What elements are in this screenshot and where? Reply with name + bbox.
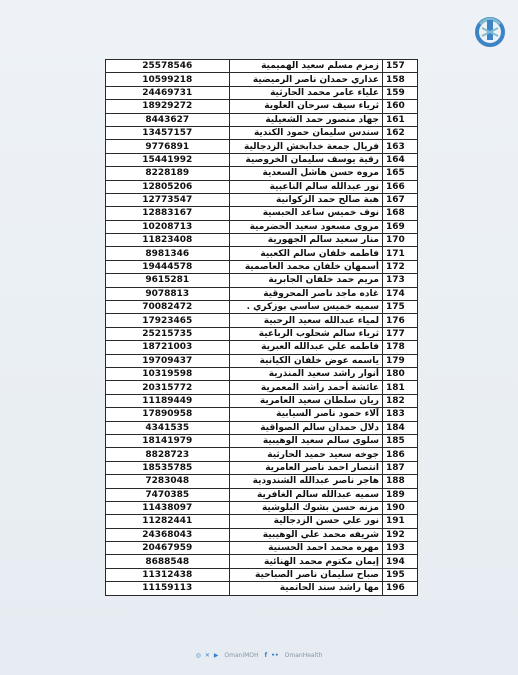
phone-cell: 24368043 bbox=[106, 528, 230, 541]
name-cell: هبة صالح حمد الزكوانية bbox=[229, 193, 382, 206]
table-row bbox=[106, 568, 418, 581]
table-row bbox=[106, 234, 418, 247]
phone-cell: 9776891 bbox=[106, 140, 230, 153]
phone-cell: 17890958 bbox=[106, 408, 230, 421]
table-row bbox=[106, 555, 418, 568]
phone-cell: 11159113 bbox=[106, 582, 230, 595]
row-number-cell: 157 bbox=[382, 60, 417, 73]
table-row bbox=[106, 287, 418, 300]
table-row bbox=[106, 394, 418, 407]
name-cell: مريم حمد خلفان الجابرية bbox=[229, 274, 382, 287]
phone-cell: 8981346 bbox=[106, 247, 230, 260]
name-cell: جهاد منصور حمد الشعيلية bbox=[229, 113, 382, 126]
table-row bbox=[106, 260, 418, 273]
phone-cell: 18141979 bbox=[106, 434, 230, 447]
phone-cell: 11438097 bbox=[106, 501, 230, 514]
row-number-cell: 189 bbox=[382, 488, 417, 501]
name-cell: عذاري حمدان ناصر الرميضية bbox=[229, 73, 382, 86]
row-number-cell: 196 bbox=[382, 582, 417, 595]
phone-cell: 70082472 bbox=[106, 301, 230, 314]
name-cell: دلال حمدان سالم الصواقية bbox=[229, 421, 382, 434]
name-cell: سندس سليمان حمود الكندية bbox=[229, 126, 382, 139]
row-number-cell: 191 bbox=[382, 515, 417, 528]
table-row bbox=[106, 528, 418, 541]
name-cell: مها راشد سند الحاتمية bbox=[229, 582, 382, 595]
roster-table bbox=[105, 59, 418, 596]
row-number-cell: 194 bbox=[382, 555, 417, 568]
table-row bbox=[106, 475, 418, 488]
name-cell: فاطمه خلفان سالم الكعبية bbox=[229, 247, 382, 260]
name-cell: علياء عامر محمد الحارثية bbox=[229, 86, 382, 99]
name-cell: سميه عبدالله سالم الغافرية bbox=[229, 488, 382, 501]
name-cell: صباح سليمان ناصر الصباحية bbox=[229, 568, 382, 581]
table-row bbox=[106, 421, 418, 434]
name-cell: ريان سلطان سعيد العامرية bbox=[229, 394, 382, 407]
footer-handle-moh: OmaniMOH bbox=[224, 652, 259, 659]
table-row bbox=[106, 180, 418, 193]
row-number-cell: 172 bbox=[382, 260, 417, 273]
row-number-cell: 168 bbox=[382, 207, 417, 220]
phone-cell: 15441992 bbox=[106, 153, 230, 166]
row-number-cell: 165 bbox=[382, 167, 417, 180]
facebook-icon[interactable]: f bbox=[264, 652, 268, 659]
table-row bbox=[106, 247, 418, 260]
table-row bbox=[106, 220, 418, 233]
roster-body bbox=[106, 60, 418, 596]
name-cell: منار سعيد سالم الجهورية bbox=[229, 234, 382, 247]
phone-cell: 8228189 bbox=[106, 167, 230, 180]
name-cell: ياسمه عوض خلفان الكيانية bbox=[229, 354, 382, 367]
phone-cell: 18929272 bbox=[106, 100, 230, 113]
phone-cell: 12773547 bbox=[106, 193, 230, 206]
row-number-cell: 186 bbox=[382, 448, 417, 461]
table-row bbox=[106, 207, 418, 220]
phone-cell: 13457157 bbox=[106, 126, 230, 139]
name-cell: إيمان مكتوم محمد الهنائية bbox=[229, 555, 382, 568]
name-cell: مزنه حسن بشوك البلوشية bbox=[229, 501, 382, 514]
phone-cell: 17923465 bbox=[106, 314, 230, 327]
phone-cell: 19709437 bbox=[106, 354, 230, 367]
phone-cell: 11823408 bbox=[106, 234, 230, 247]
phone-cell: 11312438 bbox=[106, 568, 230, 581]
table-row bbox=[106, 488, 418, 501]
phone-cell: 20467959 bbox=[106, 542, 230, 555]
phone-cell: 4341535 bbox=[106, 421, 230, 434]
name-cell: انتصار احمد ناصر العامرية bbox=[229, 461, 382, 474]
row-number-cell: 175 bbox=[382, 301, 417, 314]
name-cell: أنوار راشد سعيد المنذرية bbox=[229, 367, 382, 380]
table-row bbox=[106, 274, 418, 287]
name-cell: ثرياء سالم شحلوب الرباعية bbox=[229, 327, 382, 340]
row-number-cell: 174 bbox=[382, 287, 417, 300]
phone-cell: 10208713 bbox=[106, 220, 230, 233]
row-number-cell: 163 bbox=[382, 140, 417, 153]
phone-cell: 12883167 bbox=[106, 207, 230, 220]
phone-cell: 19444578 bbox=[106, 260, 230, 273]
name-cell: سلوى سالم سعيد الوهيبية bbox=[229, 434, 382, 447]
row-number-cell: 160 bbox=[382, 100, 417, 113]
phone-cell: 7470385 bbox=[106, 488, 230, 501]
phone-cell: 9078813 bbox=[106, 287, 230, 300]
row-number-cell: 171 bbox=[382, 247, 417, 260]
name-cell: جوخه سعيد حميد الحارثية bbox=[229, 448, 382, 461]
table-row bbox=[106, 301, 418, 314]
row-number-cell: 158 bbox=[382, 73, 417, 86]
table-row bbox=[106, 461, 418, 474]
row-number-cell: 187 bbox=[382, 461, 417, 474]
row-number-cell: 193 bbox=[382, 542, 417, 555]
table-row bbox=[106, 341, 418, 354]
table-row bbox=[106, 86, 418, 99]
row-number-cell: 190 bbox=[382, 501, 417, 514]
table-row bbox=[106, 100, 418, 113]
row-number-cell: 159 bbox=[382, 86, 417, 99]
row-number-cell: 166 bbox=[382, 180, 417, 193]
row-number-cell: 167 bbox=[382, 193, 417, 206]
table-row bbox=[106, 60, 418, 73]
table-row bbox=[106, 434, 418, 447]
youtube-icon[interactable]: ▶ bbox=[213, 652, 219, 659]
row-number-cell: 178 bbox=[382, 341, 417, 354]
row-number-cell: 162 bbox=[382, 126, 417, 139]
footer bbox=[0, 652, 518, 659]
name-cell: فريال جمعة خدابخش الزدجالية bbox=[229, 140, 382, 153]
table-row bbox=[106, 193, 418, 206]
row-number-cell: 161 bbox=[382, 113, 417, 126]
phone-cell: 8688548 bbox=[106, 555, 230, 568]
phone-cell: 12805206 bbox=[106, 180, 230, 193]
name-cell: مروه حسن هاشل السعدية bbox=[229, 167, 382, 180]
x-icon[interactable]: ✕ bbox=[204, 652, 210, 659]
phone-cell: 18535785 bbox=[106, 461, 230, 474]
row-number-cell: 180 bbox=[382, 367, 417, 380]
phone-cell: 9615281 bbox=[106, 274, 230, 287]
name-cell: غاده ماجد ناصر المحروقية bbox=[229, 287, 382, 300]
row-number-cell: 173 bbox=[382, 274, 417, 287]
row-number-cell: 184 bbox=[382, 421, 417, 434]
phone-cell: 11189449 bbox=[106, 394, 230, 407]
table-row bbox=[106, 167, 418, 180]
table-row bbox=[106, 542, 418, 555]
phone-cell: 25578546 bbox=[106, 60, 230, 73]
row-number-cell: 185 bbox=[382, 434, 417, 447]
name-cell: مروى مسعود سعيد الحضرمية bbox=[229, 220, 382, 233]
name-cell: آلاء حمود ناصر السيابية bbox=[229, 408, 382, 421]
phone-cell: 20315772 bbox=[106, 381, 230, 394]
name-cell: أسمهان خلفان محمد العاصمية bbox=[229, 260, 382, 273]
phone-cell: 25215735 bbox=[106, 327, 230, 340]
table-row bbox=[106, 354, 418, 367]
table-row bbox=[106, 381, 418, 394]
table-row bbox=[106, 126, 418, 139]
table-row bbox=[106, 515, 418, 528]
name-cell: نور عبدالله سالم الناعبية bbox=[229, 180, 382, 193]
name-cell: سميه خميس ساسي بوزكري . bbox=[229, 301, 382, 314]
name-cell: عائشة أحمد راشد المعمرية bbox=[229, 381, 382, 394]
phone-cell: 8443627 bbox=[106, 113, 230, 126]
phone-cell: 11282441 bbox=[106, 515, 230, 528]
row-number-cell: 192 bbox=[382, 528, 417, 541]
phone-cell: 10599218 bbox=[106, 73, 230, 86]
ministry-logo-icon bbox=[472, 10, 508, 50]
name-cell: نوف خميس ساعد الحبسية bbox=[229, 207, 382, 220]
table-row bbox=[106, 73, 418, 86]
table-row bbox=[106, 140, 418, 153]
row-number-cell: 195 bbox=[382, 568, 417, 581]
name-cell: زمزم مسلم سعيد الهميمية bbox=[229, 60, 382, 73]
phone-cell: 8828723 bbox=[106, 448, 230, 461]
table-row bbox=[106, 501, 418, 514]
row-number-cell: 169 bbox=[382, 220, 417, 233]
row-number-cell: 183 bbox=[382, 408, 417, 421]
table-row bbox=[106, 367, 418, 380]
name-cell: رقية يوسف سليمان الخروصية bbox=[229, 153, 382, 166]
phone-cell: 18721003 bbox=[106, 341, 230, 354]
row-number-cell: 170 bbox=[382, 234, 417, 247]
row-number-cell: 179 bbox=[382, 354, 417, 367]
table-row bbox=[106, 582, 418, 595]
instagram-icon[interactable]: ◎ bbox=[195, 652, 201, 659]
name-cell: ثرياء سيف سرحان العلوية bbox=[229, 100, 382, 113]
name-cell: هاجر ناصر عبدالله الشندودية bbox=[229, 475, 382, 488]
phone-cell: 7283048 bbox=[106, 475, 230, 488]
table-row bbox=[106, 327, 418, 340]
row-number-cell: 164 bbox=[382, 153, 417, 166]
footer-handle-health: OmanHealth bbox=[284, 652, 323, 659]
name-cell: شريفه محمد علي الوهيبية bbox=[229, 528, 382, 541]
row-number-cell: 177 bbox=[382, 327, 417, 340]
table-row bbox=[106, 314, 418, 327]
name-cell: نور علي حسن الزدجالية bbox=[229, 515, 382, 528]
name-cell: فاطمه علي عبدالله العبرية bbox=[229, 341, 382, 354]
phone-cell: 10319598 bbox=[106, 367, 230, 380]
table-row bbox=[106, 448, 418, 461]
row-number-cell: 176 bbox=[382, 314, 417, 327]
row-number-cell: 188 bbox=[382, 475, 417, 488]
name-cell: مهره محمد احمد الحسنية bbox=[229, 542, 382, 555]
flickr-icon[interactable]: •• bbox=[271, 652, 279, 659]
table-row bbox=[106, 153, 418, 166]
table-row bbox=[106, 408, 418, 421]
phone-cell: 24469731 bbox=[106, 86, 230, 99]
name-cell: لمياء عبدالله سعيد الرحبية bbox=[229, 314, 382, 327]
row-number-cell: 182 bbox=[382, 394, 417, 407]
row-number-cell: 181 bbox=[382, 381, 417, 394]
table-row bbox=[106, 113, 418, 126]
